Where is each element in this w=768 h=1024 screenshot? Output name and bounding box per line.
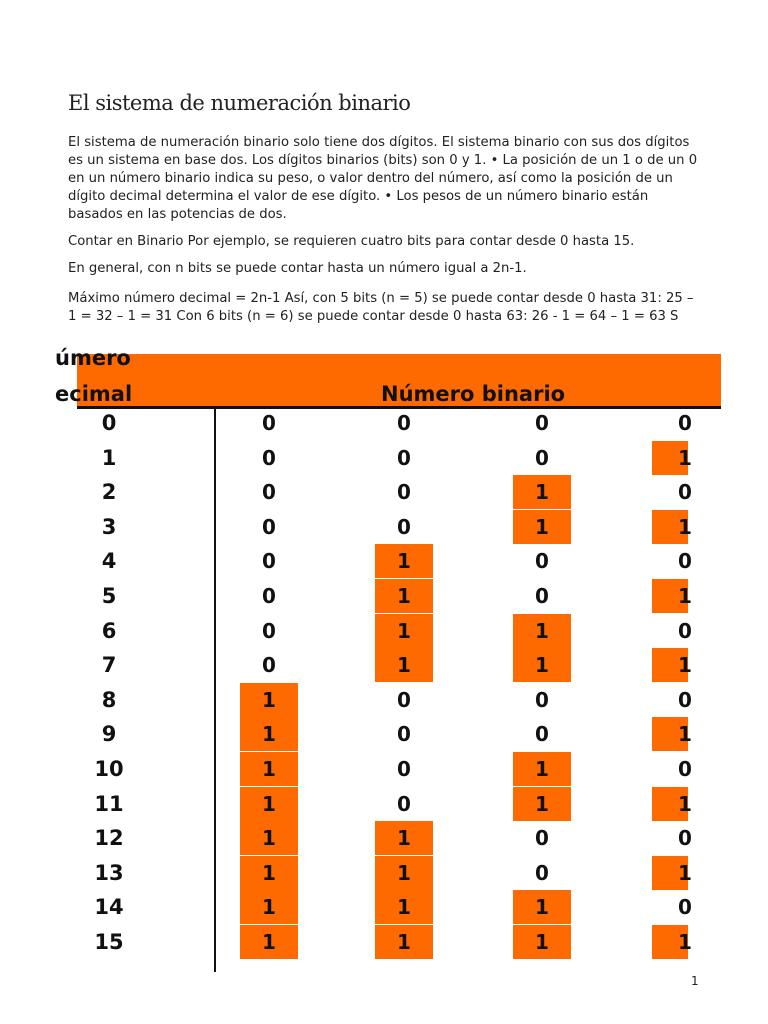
decimal-value: 15 [94, 930, 124, 954]
bit-cell: 0 [262, 480, 276, 505]
bit-cell: 0 [535, 722, 549, 747]
bit-cell: 1 [652, 579, 688, 613]
bit-cell: 0 [262, 445, 276, 470]
column-divider [214, 409, 216, 972]
bit-cell: 1 [240, 787, 298, 821]
bit-cell: 1 [513, 475, 571, 509]
bit-cell: 1 [375, 856, 433, 890]
bit-cell: 1 [240, 683, 298, 717]
bit-cell: 0 [678, 480, 692, 505]
bit-cell: 1 [240, 717, 298, 751]
bit-cell: 1 [375, 890, 433, 924]
page-title: El sistema de numeración binario [68, 91, 411, 115]
paragraph-max-decimal: Máximo número decimal = 2n-1 Así, con 5 bits (n = 5) se puede contar desde 0 hasta 31: 25 – 1 = 32 – 1 = 31 Con 6 bits (n = 6) se puede contar desde 0 hasta 63: 26 - 1 = 64 – 1 = 63 S [68, 291, 694, 324]
bit-cell: 0 [397, 791, 411, 816]
decimal-value: 14 [94, 895, 124, 920]
bit-cell: 0 [262, 549, 276, 574]
bit-cell: 0 [535, 549, 549, 574]
bit-cell: 0 [535, 826, 549, 851]
bit-cell: 1 [240, 856, 298, 890]
bit-cell: 1 [240, 890, 298, 924]
decimal-value: 10 [94, 757, 124, 781]
bit-cell: 1 [240, 925, 298, 959]
bit-cell: 1 [375, 614, 433, 648]
paragraph-general: En general, con n bits se puede contar hasta un número igual a 2n-1. [68, 261, 527, 276]
decimal-value: 1 [101, 445, 117, 470]
bit-cell: 1 [513, 890, 571, 924]
bit-cell: 1 [652, 925, 688, 959]
bit-cell: 1 [375, 544, 433, 578]
bit-cell: 0 [535, 445, 549, 470]
bit-cell: 1 [652, 717, 688, 751]
header-decimal-top: úmero [55, 346, 131, 370]
bit-cell: 0 [678, 549, 692, 574]
bit-cell: 0 [262, 618, 276, 643]
decimal-value: 0 [101, 411, 117, 435]
bit-cell: 0 [397, 411, 411, 435]
bit-cell: 1 [513, 614, 571, 648]
bit-cell: 0 [535, 584, 549, 608]
bit-cell: 0 [678, 687, 692, 712]
bit-cell: 1 [240, 821, 298, 855]
bit-cell: 0 [397, 445, 411, 470]
bit-cell: 1 [652, 441, 688, 475]
bit-cell: 1 [513, 925, 571, 959]
bit-cell: 1 [652, 648, 688, 682]
bit-cell: 0 [397, 722, 411, 747]
decimal-value: 4 [101, 549, 117, 574]
bit-cell: 0 [678, 895, 692, 920]
paragraph-intro: El sistema de numeración binario solo tiene dos dígitos. El sistema binario con sus dos dígitos es un sistema en base dos. Los dígitos binarios (bits) son 0 y 1. • La posición de un 1 o de un 0 en un número binario indica su peso, o valor dentro del número, así como la posición de un dígito decimal determina el valor de ese dígito. • Los pesos de un número binario están basados en las potencias de dos. [68, 135, 698, 222]
bit-cell: 0 [262, 653, 276, 678]
header-binary: Número binario [381, 382, 566, 406]
decimal-value: 8 [101, 687, 117, 712]
decimal-value: 9 [101, 722, 117, 747]
page-number: 1 [691, 974, 699, 988]
bit-cell: 0 [397, 514, 411, 539]
decimal-value: 3 [101, 514, 117, 539]
bit-cell: 1 [375, 925, 433, 959]
bit-cell: 0 [535, 860, 549, 885]
decimal-value: 11 [94, 791, 124, 816]
bit-cell: 1 [375, 648, 433, 682]
bit-cell: 0 [262, 411, 276, 435]
bit-cell: 0 [262, 584, 276, 608]
bit-cell: 0 [678, 411, 692, 435]
decimal-value: 13 [94, 860, 124, 885]
decimal-value: 2 [101, 480, 117, 505]
bit-cell: 1 [652, 787, 688, 821]
header-decimal-bottom: ecimal [55, 382, 133, 406]
bit-cell: 0 [397, 480, 411, 505]
bit-cell: 1 [652, 856, 688, 890]
bit-cell: 1 [513, 510, 571, 544]
bit-cell: 0 [678, 618, 692, 643]
paragraph-counting: Contar en Binario Por ejemplo, se requieren cuatro bits para contar desde 0 hasta 15. [68, 234, 635, 249]
bit-cell: 1 [513, 648, 571, 682]
decimal-value: 6 [101, 618, 117, 643]
decimal-value: 7 [101, 653, 117, 678]
bit-cell: 0 [535, 411, 549, 435]
bit-cell: 1 [375, 821, 433, 855]
bit-cell: 0 [397, 757, 411, 781]
binary-table-figure [55, 346, 721, 972]
bit-cell: 1 [240, 752, 298, 786]
bit-cell: 1 [513, 787, 571, 821]
bit-cell: 0 [678, 826, 692, 851]
bit-cell: 0 [262, 514, 276, 539]
bit-cell: 1 [652, 510, 688, 544]
bit-cell: 1 [375, 579, 433, 613]
decimal-value: 12 [94, 826, 124, 851]
bit-cell: 0 [535, 687, 549, 712]
decimal-value: 5 [101, 584, 117, 608]
bit-cell: 0 [397, 687, 411, 712]
bit-cell: 1 [513, 752, 571, 786]
bit-cell: 0 [678, 757, 692, 781]
